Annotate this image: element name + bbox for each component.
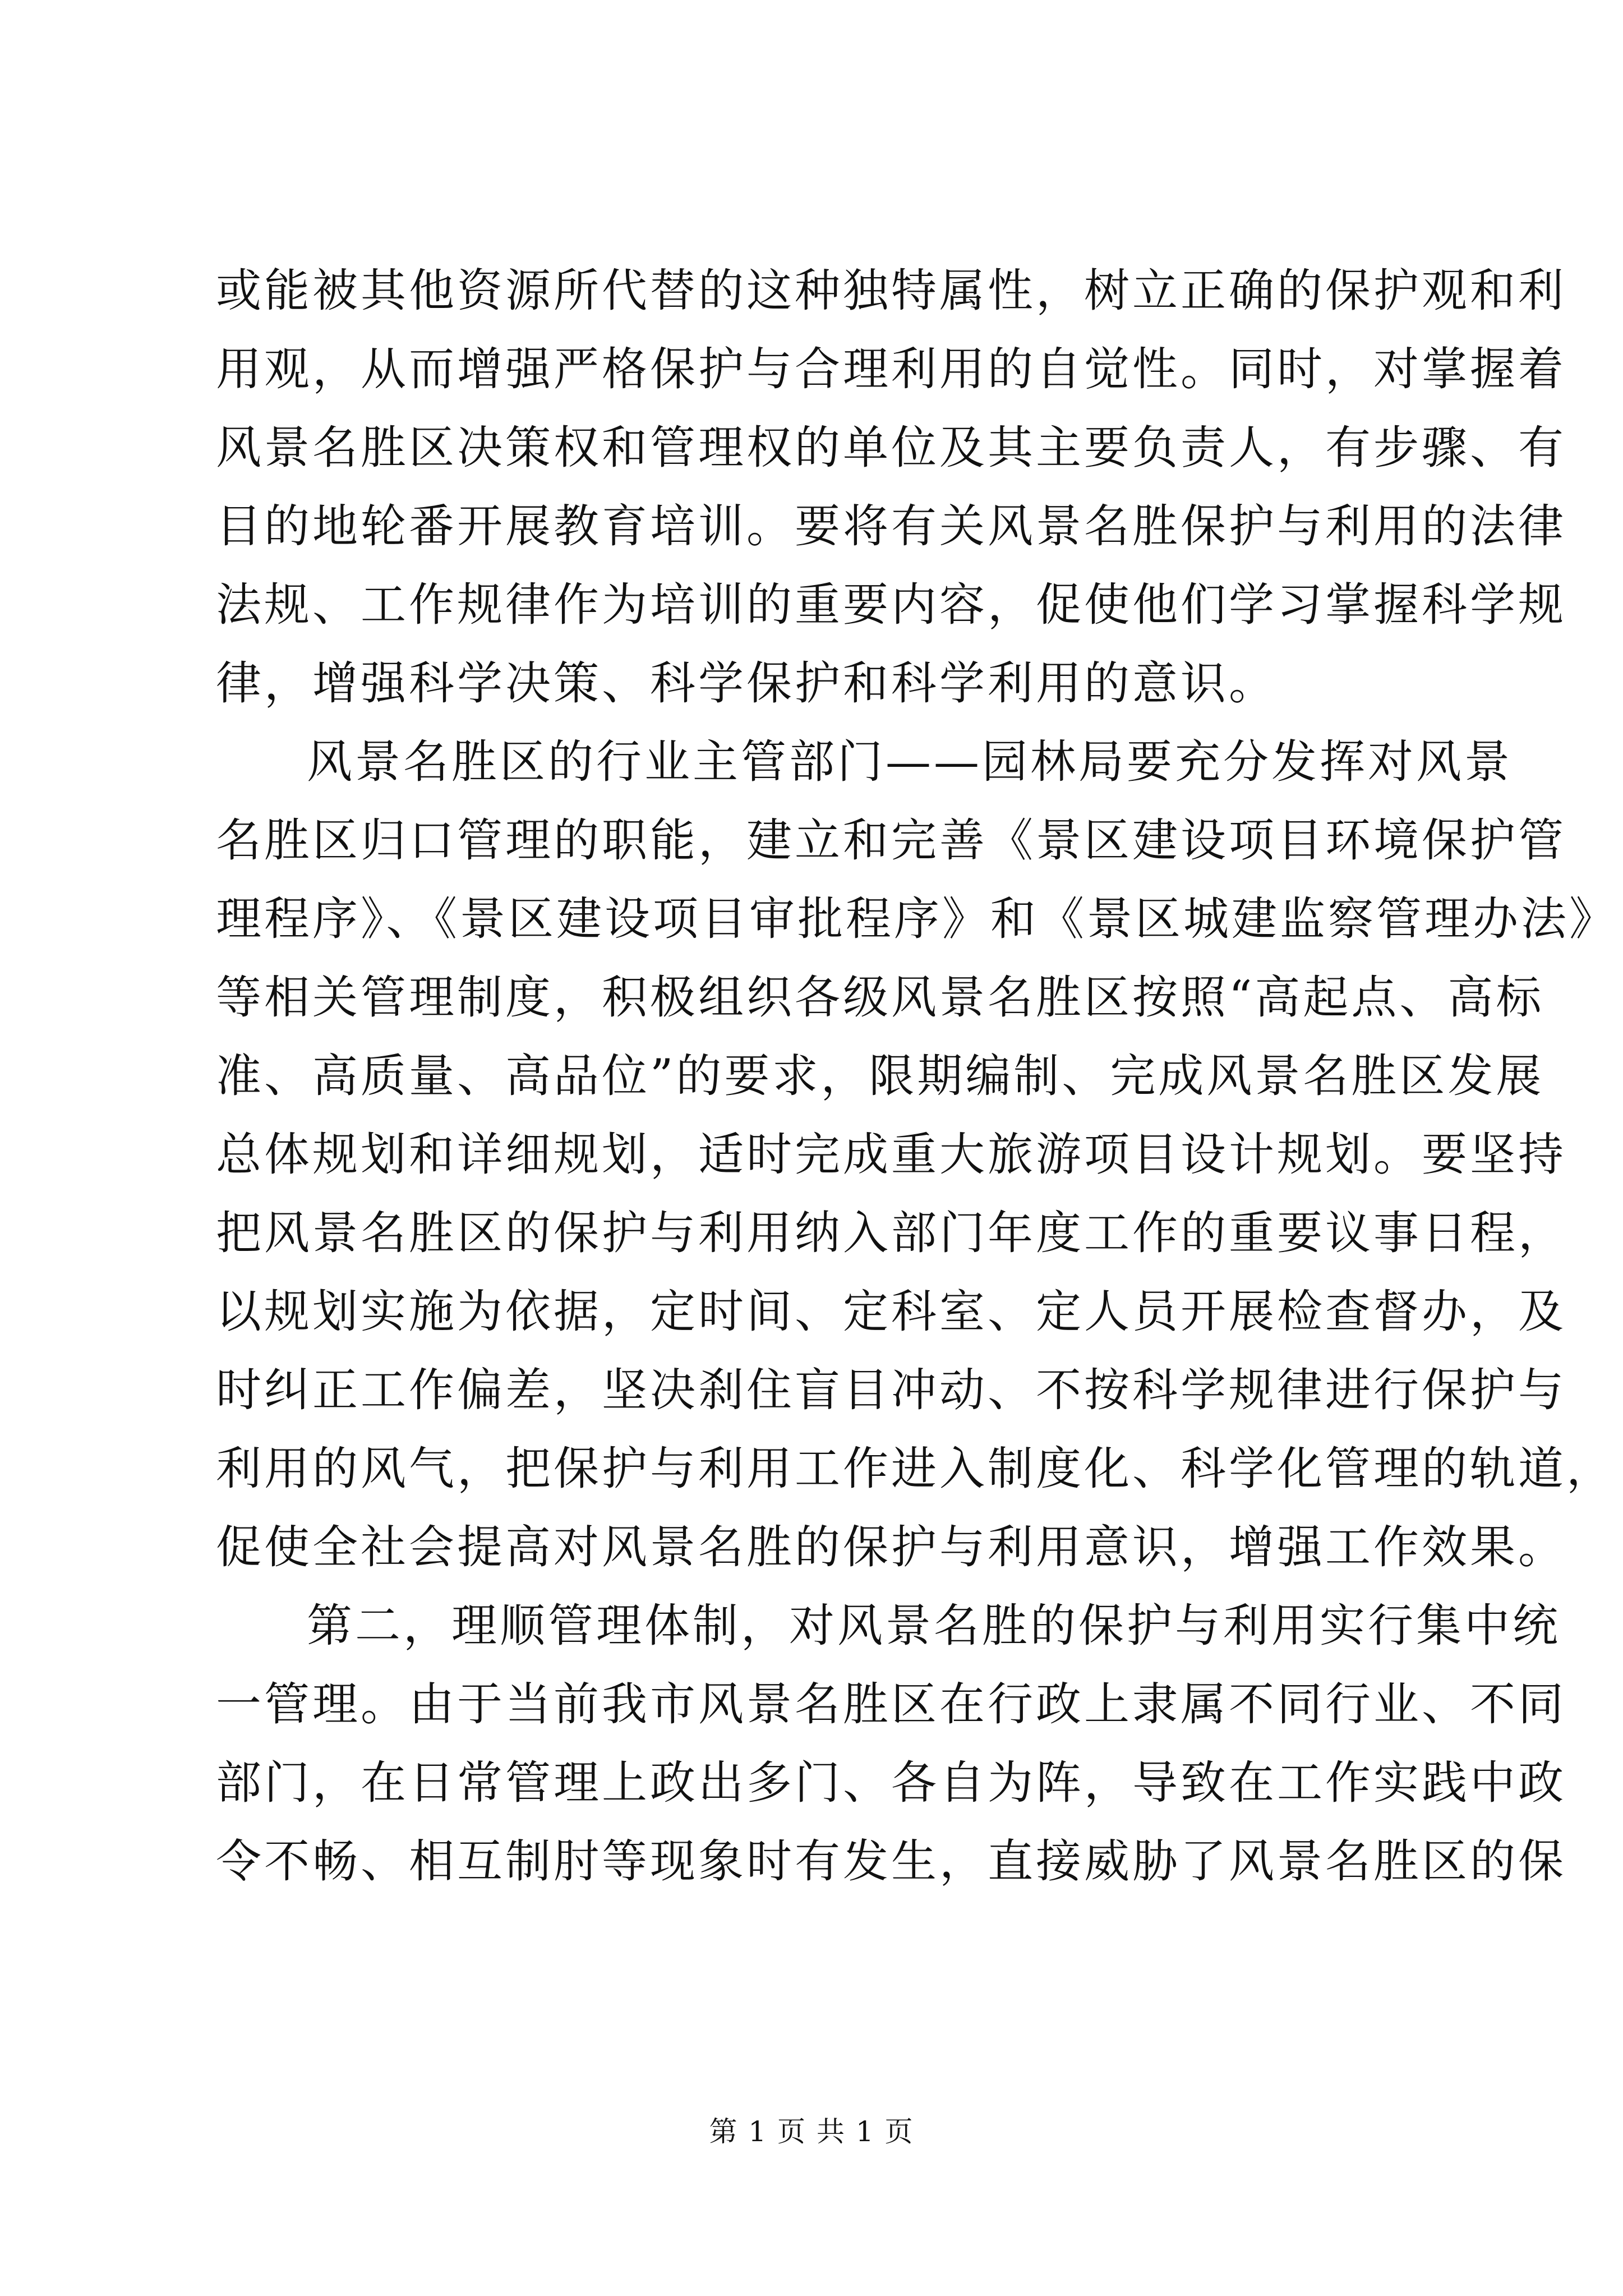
text-line: 利用的风气，把保护与利用工作进入制度化、科学化管理的轨道， [216,1443,1615,1496]
text-line: 令不畅、相互制肘等现象时有发生，直接威胁了风景名胜区的保 [216,1835,1567,1888]
text-line: 等相关管理制度，积极组织各级风景名胜区按照“高起点、高标 [216,972,1544,1024]
text-line: 风景名胜区决策权和管理权的单位及其主要负责人，有步骤、有 [216,422,1567,475]
text-line: 把风景名胜区的保护与利用纳入部门年度工作的重要议事日程， [216,1207,1567,1260]
text-line: 风景名胜区的行业主管部门——园林局要充分发挥对风景 [307,736,1513,789]
text-line: 以规划实施为依据，定时间、定科室、定人员开展检查督办，及 [216,1286,1567,1338]
text-line: 第二，理顺管理体制，对风景名胜的保护与利用实行集中统 [307,1600,1561,1653]
page-footer [0,2109,1623,2150]
text-line: 时纠正工作偏差，坚决刹住盲目冲动、不按科学规律进行保护与 [216,1364,1567,1417]
text-line: 法规、工作规律作为培训的重要内容，促使他们学习掌握科学规 [216,579,1567,632]
text-line: 准、高质量、高品位”的要求，限期编制、完成风景名胜区发展 [216,1050,1544,1103]
text-line: 促使全社会提高对风景名胜的保护与利用意识，增强工作效果。 [216,1521,1567,1574]
text-line: 或能被其他资源所代替的这种独特属性，树立正确的保护观和利 [216,265,1567,318]
text-line: 名胜区归口管理的职能，建立和完善《景区建设项目环境保护管 [216,815,1567,867]
text-line: 理程序》、《景区建设项目审批程序》和《景区城建监察管理办法》 [216,893,1618,946]
page-indicator: 第 1 页 共 1 页 [709,2115,914,2148]
text-line: 目的地轮番开展教育培训。要将有关风景名胜保护与利用的法律 [216,500,1567,553]
text-line: 律，增强科学决策、科学保护和科学利用的意识。 [216,657,1278,710]
text-line: 部门，在日常管理上政出多门、各自为阵，导致在工作实践中政 [216,1757,1567,1810]
text-line: 用观，从而增强严格保护与合理利用的自觉性。同时，对掌握着 [216,343,1567,396]
document-body [216,252,1618,1901]
text-line: 总体规划和详细规划，适时完成重大旅游项目设计规划。要坚持 [216,1129,1567,1181]
text-line: 一管理。由于当前我市风景名胜区在行政上隶属不同行业、不同 [216,1678,1567,1731]
